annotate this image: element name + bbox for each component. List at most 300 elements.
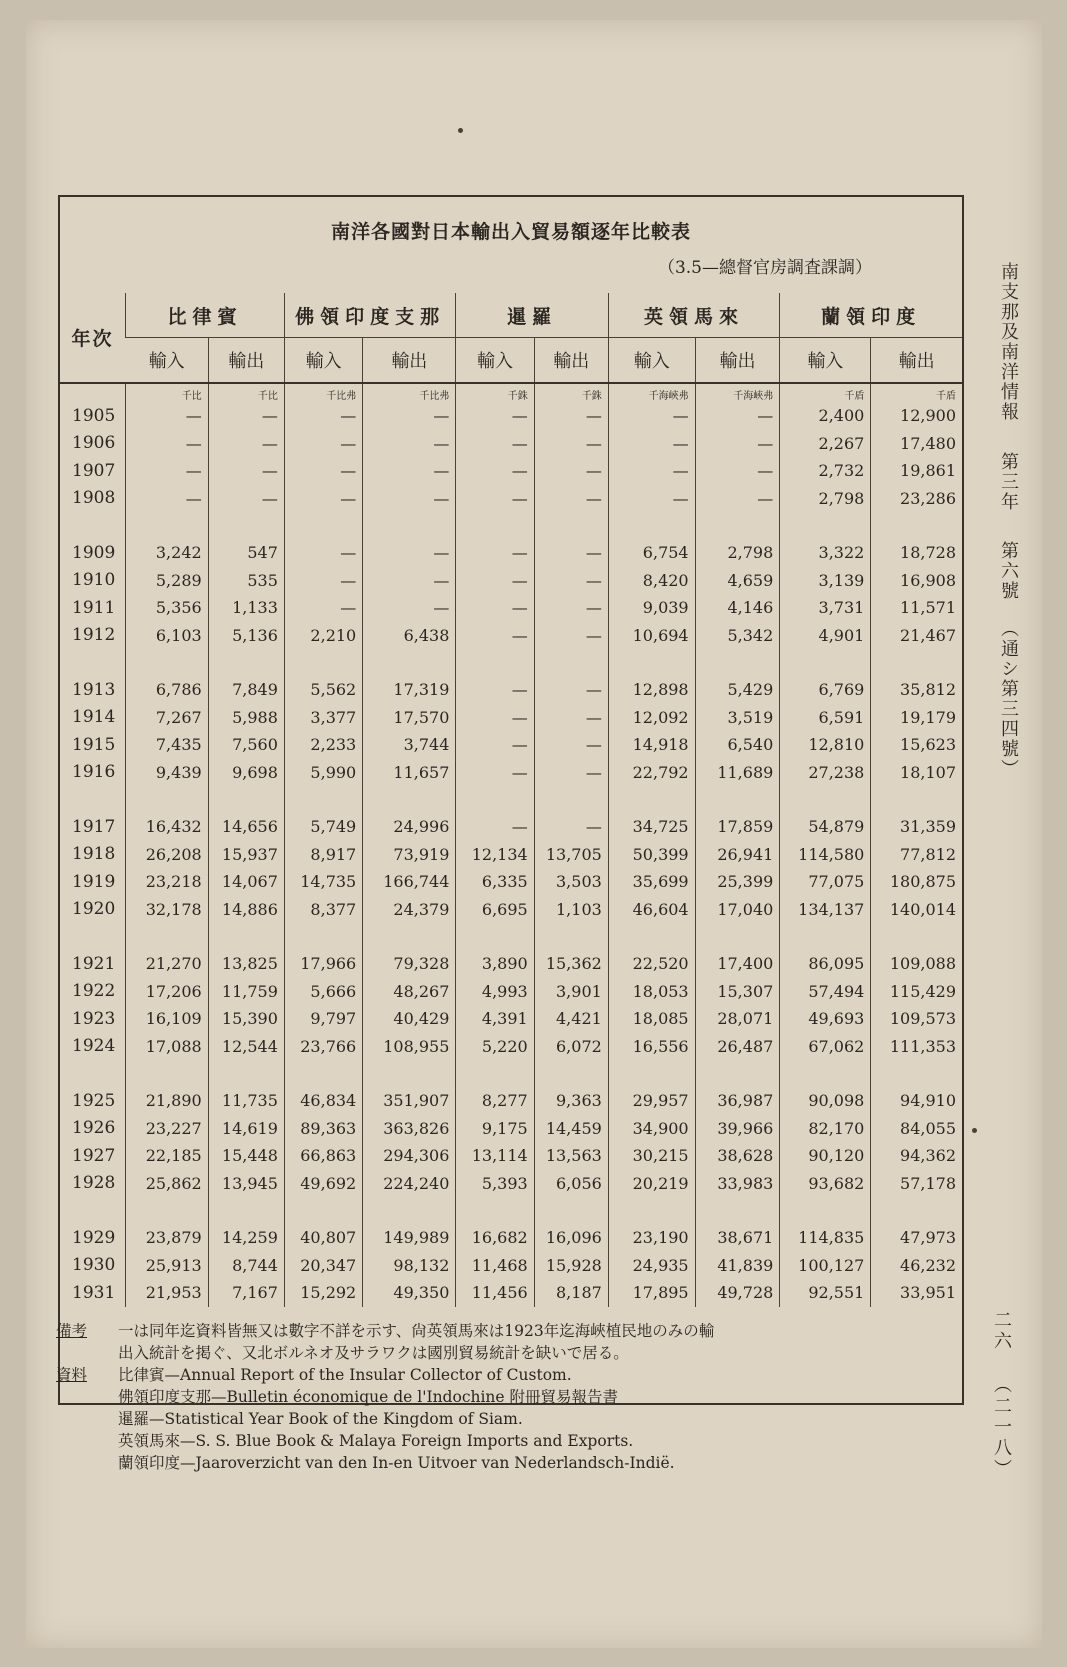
value-cell: 21,467	[871, 622, 962, 650]
value-cell: —	[363, 402, 456, 430]
value-cell: 6,540	[695, 731, 780, 759]
value-cell: 17,859	[695, 813, 780, 841]
table-row	[60, 704, 962, 732]
value-cell: 28,071	[695, 1005, 780, 1033]
table-row	[60, 1115, 962, 1143]
spacer-cell	[780, 923, 871, 950]
value-cell: 16,096	[534, 1224, 608, 1252]
value-cell: —	[534, 567, 608, 595]
value-cell: 24,935	[608, 1252, 695, 1280]
value-cell: 9,439	[126, 759, 209, 787]
value-cell: 180,875	[871, 868, 962, 896]
country-header: 暹羅	[456, 293, 608, 338]
value-cell: —	[534, 704, 608, 732]
country-header: 佛領印度支那	[284, 293, 455, 338]
value-cell: 77,075	[780, 868, 871, 896]
export-header: 輸出	[695, 338, 780, 384]
spacer-cell	[695, 649, 780, 676]
value-cell: 4,146	[695, 594, 780, 622]
value-cell: 40,807	[284, 1224, 362, 1252]
table-row	[60, 622, 962, 650]
value-cell: 7,267	[126, 704, 209, 732]
table-row	[60, 759, 962, 787]
table-row	[60, 1142, 962, 1170]
value-cell: —	[284, 485, 362, 513]
spacer-row	[60, 923, 962, 950]
value-cell: 18,728	[871, 539, 962, 567]
value-cell: 22,520	[608, 950, 695, 978]
value-cell: —	[208, 430, 284, 458]
value-cell: 7,849	[208, 676, 284, 704]
value-cell: 23,190	[608, 1224, 695, 1252]
value-cell: 2,732	[780, 457, 871, 485]
value-cell: 90,120	[780, 1142, 871, 1170]
year-cell: 1928	[72, 1173, 116, 1194]
value-cell: —	[126, 430, 209, 458]
value-cell: 38,671	[695, 1224, 780, 1252]
value-cell: 15,390	[208, 1005, 284, 1033]
table-row	[60, 841, 962, 869]
spacer-cell	[363, 649, 456, 676]
value-cell: —	[284, 402, 362, 430]
value-cell: 5,342	[695, 622, 780, 650]
value-cell: 17,480	[871, 430, 962, 458]
year-cell: 1918	[72, 844, 116, 865]
year-cell: 1908	[72, 488, 116, 509]
value-cell: 11,689	[695, 759, 780, 787]
value-cell: —	[456, 594, 534, 622]
spacer-cell	[284, 1060, 362, 1087]
value-cell: —	[456, 676, 534, 704]
value-cell: 34,725	[608, 813, 695, 841]
value-cell: —	[363, 430, 456, 458]
value-cell: 49,350	[363, 1279, 456, 1307]
source-line: 佛領印度支那—Bulletin économique de l'Indochine 附冊貿易報告書	[118, 1388, 619, 1406]
value-cell: 5,356	[126, 594, 209, 622]
value-cell: —	[534, 731, 608, 759]
value-cell: 15,623	[871, 731, 962, 759]
year-header: 年次	[60, 293, 126, 383]
value-cell: 46,232	[871, 1252, 962, 1280]
value-cell: —	[456, 622, 534, 650]
remark-line: 出入統計を掲ぐ、又北ボルネオ及サラワクは國別貿易統計を缺いで居る。	[118, 1344, 629, 1362]
spacer-cell	[60, 649, 126, 676]
value-cell: 16,908	[871, 567, 962, 595]
spacer-cell	[608, 1060, 695, 1087]
value-cell: —	[126, 485, 209, 513]
value-cell: 16,682	[456, 1224, 534, 1252]
document-page	[26, 20, 1042, 1648]
spacer-cell	[456, 512, 534, 539]
value-cell: 6,591	[780, 704, 871, 732]
value-cell: 26,487	[695, 1033, 780, 1061]
value-cell: 33,951	[871, 1279, 962, 1307]
value-cell: 12,898	[608, 676, 695, 704]
value-cell: 26,941	[695, 841, 780, 869]
value-cell: 111,353	[871, 1033, 962, 1061]
value-cell: 351,907	[363, 1087, 456, 1115]
spacer-cell	[871, 512, 962, 539]
value-cell: 3,377	[284, 704, 362, 732]
value-cell: 26,208	[126, 841, 209, 869]
spacer-cell	[126, 923, 209, 950]
spacer-cell	[871, 923, 962, 950]
value-cell: 18,107	[871, 759, 962, 787]
spacer-cell	[284, 786, 362, 813]
value-cell: 89,363	[284, 1115, 362, 1143]
value-cell: 8,744	[208, 1252, 284, 1280]
year-cell: 1925	[72, 1090, 116, 1111]
spacer-cell	[608, 1197, 695, 1224]
value-cell: 15,362	[534, 950, 608, 978]
value-cell: 79,328	[363, 950, 456, 978]
spacer-cell	[780, 512, 871, 539]
spacer-row	[60, 1197, 962, 1224]
value-cell: 22,792	[608, 759, 695, 787]
value-cell: —	[126, 457, 209, 485]
table-row	[60, 1279, 962, 1307]
table-row	[60, 813, 962, 841]
value-cell: 31,359	[871, 813, 962, 841]
year-cell: 1920	[72, 899, 116, 920]
value-cell: 8,187	[534, 1279, 608, 1307]
spacer-cell	[126, 1060, 209, 1087]
value-cell: 9,175	[456, 1115, 534, 1143]
value-cell: 47,973	[871, 1224, 962, 1252]
value-cell: 57,178	[871, 1170, 962, 1198]
year-cell: 1906	[72, 433, 116, 454]
table-row	[60, 539, 962, 567]
spacer-cell	[534, 923, 608, 950]
value-cell: 41,839	[695, 1252, 780, 1280]
spacer-cell	[126, 786, 209, 813]
value-cell: 114,835	[780, 1224, 871, 1252]
journal-serial: （通シ第三四號）	[998, 619, 1019, 780]
spacer-cell	[608, 512, 695, 539]
value-cell: 5,562	[284, 676, 362, 704]
value-cell: 17,040	[695, 896, 780, 924]
value-cell: 67,062	[780, 1033, 871, 1061]
spacer-cell	[456, 1060, 534, 1087]
year-cell: 1916	[72, 762, 116, 783]
value-cell: —	[695, 485, 780, 513]
spacer-cell	[363, 1197, 456, 1224]
table-row	[60, 594, 962, 622]
value-cell: 2,400	[780, 402, 871, 430]
value-cell: —	[208, 402, 284, 430]
value-cell: 15,937	[208, 841, 284, 869]
year-cell: 1919	[72, 871, 116, 892]
value-cell: 16,556	[608, 1033, 695, 1061]
spacer-cell	[695, 923, 780, 950]
value-cell: 13,563	[534, 1142, 608, 1170]
table-subtitle: （3.5—總督官房調査課調）	[657, 258, 872, 278]
value-cell: 12,900	[871, 402, 962, 430]
value-cell: —	[456, 813, 534, 841]
table-row	[60, 1224, 962, 1252]
value-cell: 94,910	[871, 1087, 962, 1115]
unit-cell: 千海峽弗	[695, 383, 780, 402]
spacer-cell	[208, 512, 284, 539]
value-cell: 13,945	[208, 1170, 284, 1198]
value-cell: 5,749	[284, 813, 362, 841]
spacer-row	[60, 786, 962, 813]
table-row	[60, 567, 962, 595]
import-header: 輸入	[284, 338, 362, 384]
year-cell: 1926	[72, 1118, 116, 1139]
value-cell: 5,393	[456, 1170, 534, 1198]
value-cell: 77,812	[871, 841, 962, 869]
spacer-cell	[871, 1060, 962, 1087]
value-cell: 4,421	[534, 1005, 608, 1033]
value-cell: 2,798	[695, 539, 780, 567]
value-cell: 14,459	[534, 1115, 608, 1143]
value-cell: 108,955	[363, 1033, 456, 1061]
spacer-cell	[780, 649, 871, 676]
value-cell: 14,656	[208, 813, 284, 841]
value-cell: 92,551	[780, 1279, 871, 1307]
journal-volume: 第三年	[998, 451, 1019, 512]
value-cell: 35,812	[871, 676, 962, 704]
value-cell: 9,698	[208, 759, 284, 787]
table-row	[60, 485, 962, 513]
value-cell: 17,966	[284, 950, 362, 978]
value-cell: 535	[208, 567, 284, 595]
value-cell: 49,728	[695, 1279, 780, 1307]
value-cell: 13,825	[208, 950, 284, 978]
value-cell: —	[456, 430, 534, 458]
value-cell: 46,604	[608, 896, 695, 924]
value-cell: 5,429	[695, 676, 780, 704]
year-cell: 1924	[72, 1036, 116, 1057]
value-cell: 6,335	[456, 868, 534, 896]
value-cell: 6,438	[363, 622, 456, 650]
spacer-cell	[284, 923, 362, 950]
year-cell: 1907	[72, 460, 116, 481]
import-header: 輸入	[126, 338, 209, 384]
spacer-cell	[780, 786, 871, 813]
unit-cell: 千銖	[534, 383, 608, 402]
country-header: 英領馬來	[608, 293, 779, 338]
spacer-cell	[363, 923, 456, 950]
year-cell: 1923	[72, 1008, 116, 1029]
unit-cell: 千比	[208, 383, 284, 402]
value-cell: 3,731	[780, 594, 871, 622]
spacer-cell	[60, 512, 126, 539]
value-cell: 17,088	[126, 1033, 209, 1061]
value-cell: 13,705	[534, 841, 608, 869]
value-cell: 66,863	[284, 1142, 362, 1170]
spacer-cell	[871, 786, 962, 813]
export-header: 輸出	[534, 338, 608, 384]
value-cell: 8,277	[456, 1087, 534, 1115]
value-cell: —	[608, 402, 695, 430]
spacer-cell	[284, 512, 362, 539]
value-cell: —	[363, 485, 456, 513]
spacer-row	[60, 1060, 962, 1087]
value-cell: 54,879	[780, 813, 871, 841]
table-row	[60, 402, 962, 430]
value-cell: —	[534, 430, 608, 458]
value-cell: 84,055	[871, 1115, 962, 1143]
spacer-cell	[695, 512, 780, 539]
value-cell: 93,682	[780, 1170, 871, 1198]
value-cell: 3,744	[363, 731, 456, 759]
source-line: 蘭領印度—Jaaroverzicht van den In-en Uitvoer van Nederlandsch-Indië.	[118, 1454, 675, 1472]
value-cell: 17,570	[363, 704, 456, 732]
spacer-cell	[208, 923, 284, 950]
value-cell: 14,259	[208, 1224, 284, 1252]
value-cell: 134,137	[780, 896, 871, 924]
unit-cell: 千比弗	[284, 383, 362, 402]
value-cell: 23,766	[284, 1033, 362, 1061]
spacer-cell	[871, 1197, 962, 1224]
value-cell: 23,218	[126, 868, 209, 896]
value-cell: 15,448	[208, 1142, 284, 1170]
value-cell: 18,053	[608, 978, 695, 1006]
value-cell: —	[534, 759, 608, 787]
value-cell: 6,103	[126, 622, 209, 650]
value-cell: —	[534, 676, 608, 704]
value-cell: 15,928	[534, 1252, 608, 1280]
value-cell: —	[363, 594, 456, 622]
value-cell: —	[363, 567, 456, 595]
spacer-cell	[780, 1197, 871, 1224]
table-row	[60, 1252, 962, 1280]
spacer-cell	[126, 1197, 209, 1224]
value-cell: 140,014	[871, 896, 962, 924]
value-cell: 3,503	[534, 868, 608, 896]
spacer-cell	[608, 786, 695, 813]
spacer-cell	[60, 1197, 126, 1224]
value-cell: —	[534, 402, 608, 430]
export-header: 輸出	[363, 338, 456, 384]
ink-spot	[458, 128, 463, 133]
value-cell: 363,826	[363, 1115, 456, 1143]
value-cell: 3,242	[126, 539, 209, 567]
country-header: 蘭領印度	[780, 293, 962, 338]
value-cell: —	[695, 457, 780, 485]
value-cell: 3,139	[780, 567, 871, 595]
value-cell: 7,435	[126, 731, 209, 759]
value-cell: —	[534, 594, 608, 622]
value-cell: 25,862	[126, 1170, 209, 1198]
spacer-cell	[534, 786, 608, 813]
table-row	[60, 868, 962, 896]
value-cell: —	[456, 759, 534, 787]
spacer-cell	[363, 1060, 456, 1087]
value-cell: 18,085	[608, 1005, 695, 1033]
spacer-cell	[456, 649, 534, 676]
journal-issue: 第六號	[998, 541, 1019, 602]
value-cell: 20,347	[284, 1252, 362, 1280]
value-cell: 94,362	[871, 1142, 962, 1170]
value-cell: 20,219	[608, 1170, 695, 1198]
spacer-cell	[695, 1197, 780, 1224]
value-cell: 14,886	[208, 896, 284, 924]
spacer-cell	[608, 923, 695, 950]
page-number	[988, 1310, 1014, 1480]
value-cell: 46,834	[284, 1087, 362, 1115]
value-cell: 11,657	[363, 759, 456, 787]
value-cell: 1,133	[208, 594, 284, 622]
value-cell: 7,560	[208, 731, 284, 759]
value-cell: —	[456, 539, 534, 567]
spacer-cell	[284, 649, 362, 676]
value-cell: 35,699	[608, 868, 695, 896]
page-number-main: 二六	[991, 1310, 1012, 1352]
import-header: 輸入	[456, 338, 534, 384]
table-row	[60, 1005, 962, 1033]
unit-cell: 千比弗	[363, 383, 456, 402]
value-cell: —	[608, 485, 695, 513]
value-cell: 109,088	[871, 950, 962, 978]
value-cell: —	[534, 813, 608, 841]
value-cell: 48,267	[363, 978, 456, 1006]
spacer-cell	[871, 649, 962, 676]
value-cell: 6,754	[608, 539, 695, 567]
value-cell: 6,695	[456, 896, 534, 924]
value-cell: 19,179	[871, 704, 962, 732]
spacer-cell	[60, 1060, 126, 1087]
value-cell: 11,571	[871, 594, 962, 622]
table-row	[60, 978, 962, 1006]
spacer-cell	[208, 1197, 284, 1224]
value-cell: —	[284, 457, 362, 485]
value-cell: 11,759	[208, 978, 284, 1006]
value-cell: 57,494	[780, 978, 871, 1006]
value-cell: 5,988	[208, 704, 284, 732]
spacer-cell	[695, 1060, 780, 1087]
value-cell: 109,573	[871, 1005, 962, 1033]
value-cell: 40,429	[363, 1005, 456, 1033]
value-cell: 4,659	[695, 567, 780, 595]
year-cell: 1913	[72, 679, 116, 700]
value-cell: 23,879	[126, 1224, 209, 1252]
value-cell: 21,890	[126, 1087, 209, 1115]
value-cell: 7,167	[208, 1279, 284, 1307]
spacer-cell	[363, 512, 456, 539]
value-cell: 22,185	[126, 1142, 209, 1170]
value-cell: —	[608, 430, 695, 458]
value-cell: 5,136	[208, 622, 284, 650]
value-cell: 8,917	[284, 841, 362, 869]
value-cell: 13,114	[456, 1142, 534, 1170]
value-cell: 73,919	[363, 841, 456, 869]
value-cell: 100,127	[780, 1252, 871, 1280]
value-cell: 2,267	[780, 430, 871, 458]
value-cell: 14,918	[608, 731, 695, 759]
export-header: 輸出	[871, 338, 962, 384]
value-cell: 34,900	[608, 1115, 695, 1143]
value-cell: 15,292	[284, 1279, 362, 1307]
value-cell: 27,238	[780, 759, 871, 787]
value-cell: 98,132	[363, 1252, 456, 1280]
value-cell: 32,178	[126, 896, 209, 924]
spacer-cell	[534, 649, 608, 676]
value-cell: —	[695, 430, 780, 458]
value-cell: —	[534, 622, 608, 650]
value-cell: 21,953	[126, 1279, 209, 1307]
value-cell: 6,786	[126, 676, 209, 704]
value-cell: 17,895	[608, 1279, 695, 1307]
spacer-cell	[456, 786, 534, 813]
value-cell: 12,092	[608, 704, 695, 732]
value-cell: —	[456, 731, 534, 759]
value-cell: 9,363	[534, 1087, 608, 1115]
value-cell: 9,797	[284, 1005, 362, 1033]
value-cell: 16,432	[126, 813, 209, 841]
